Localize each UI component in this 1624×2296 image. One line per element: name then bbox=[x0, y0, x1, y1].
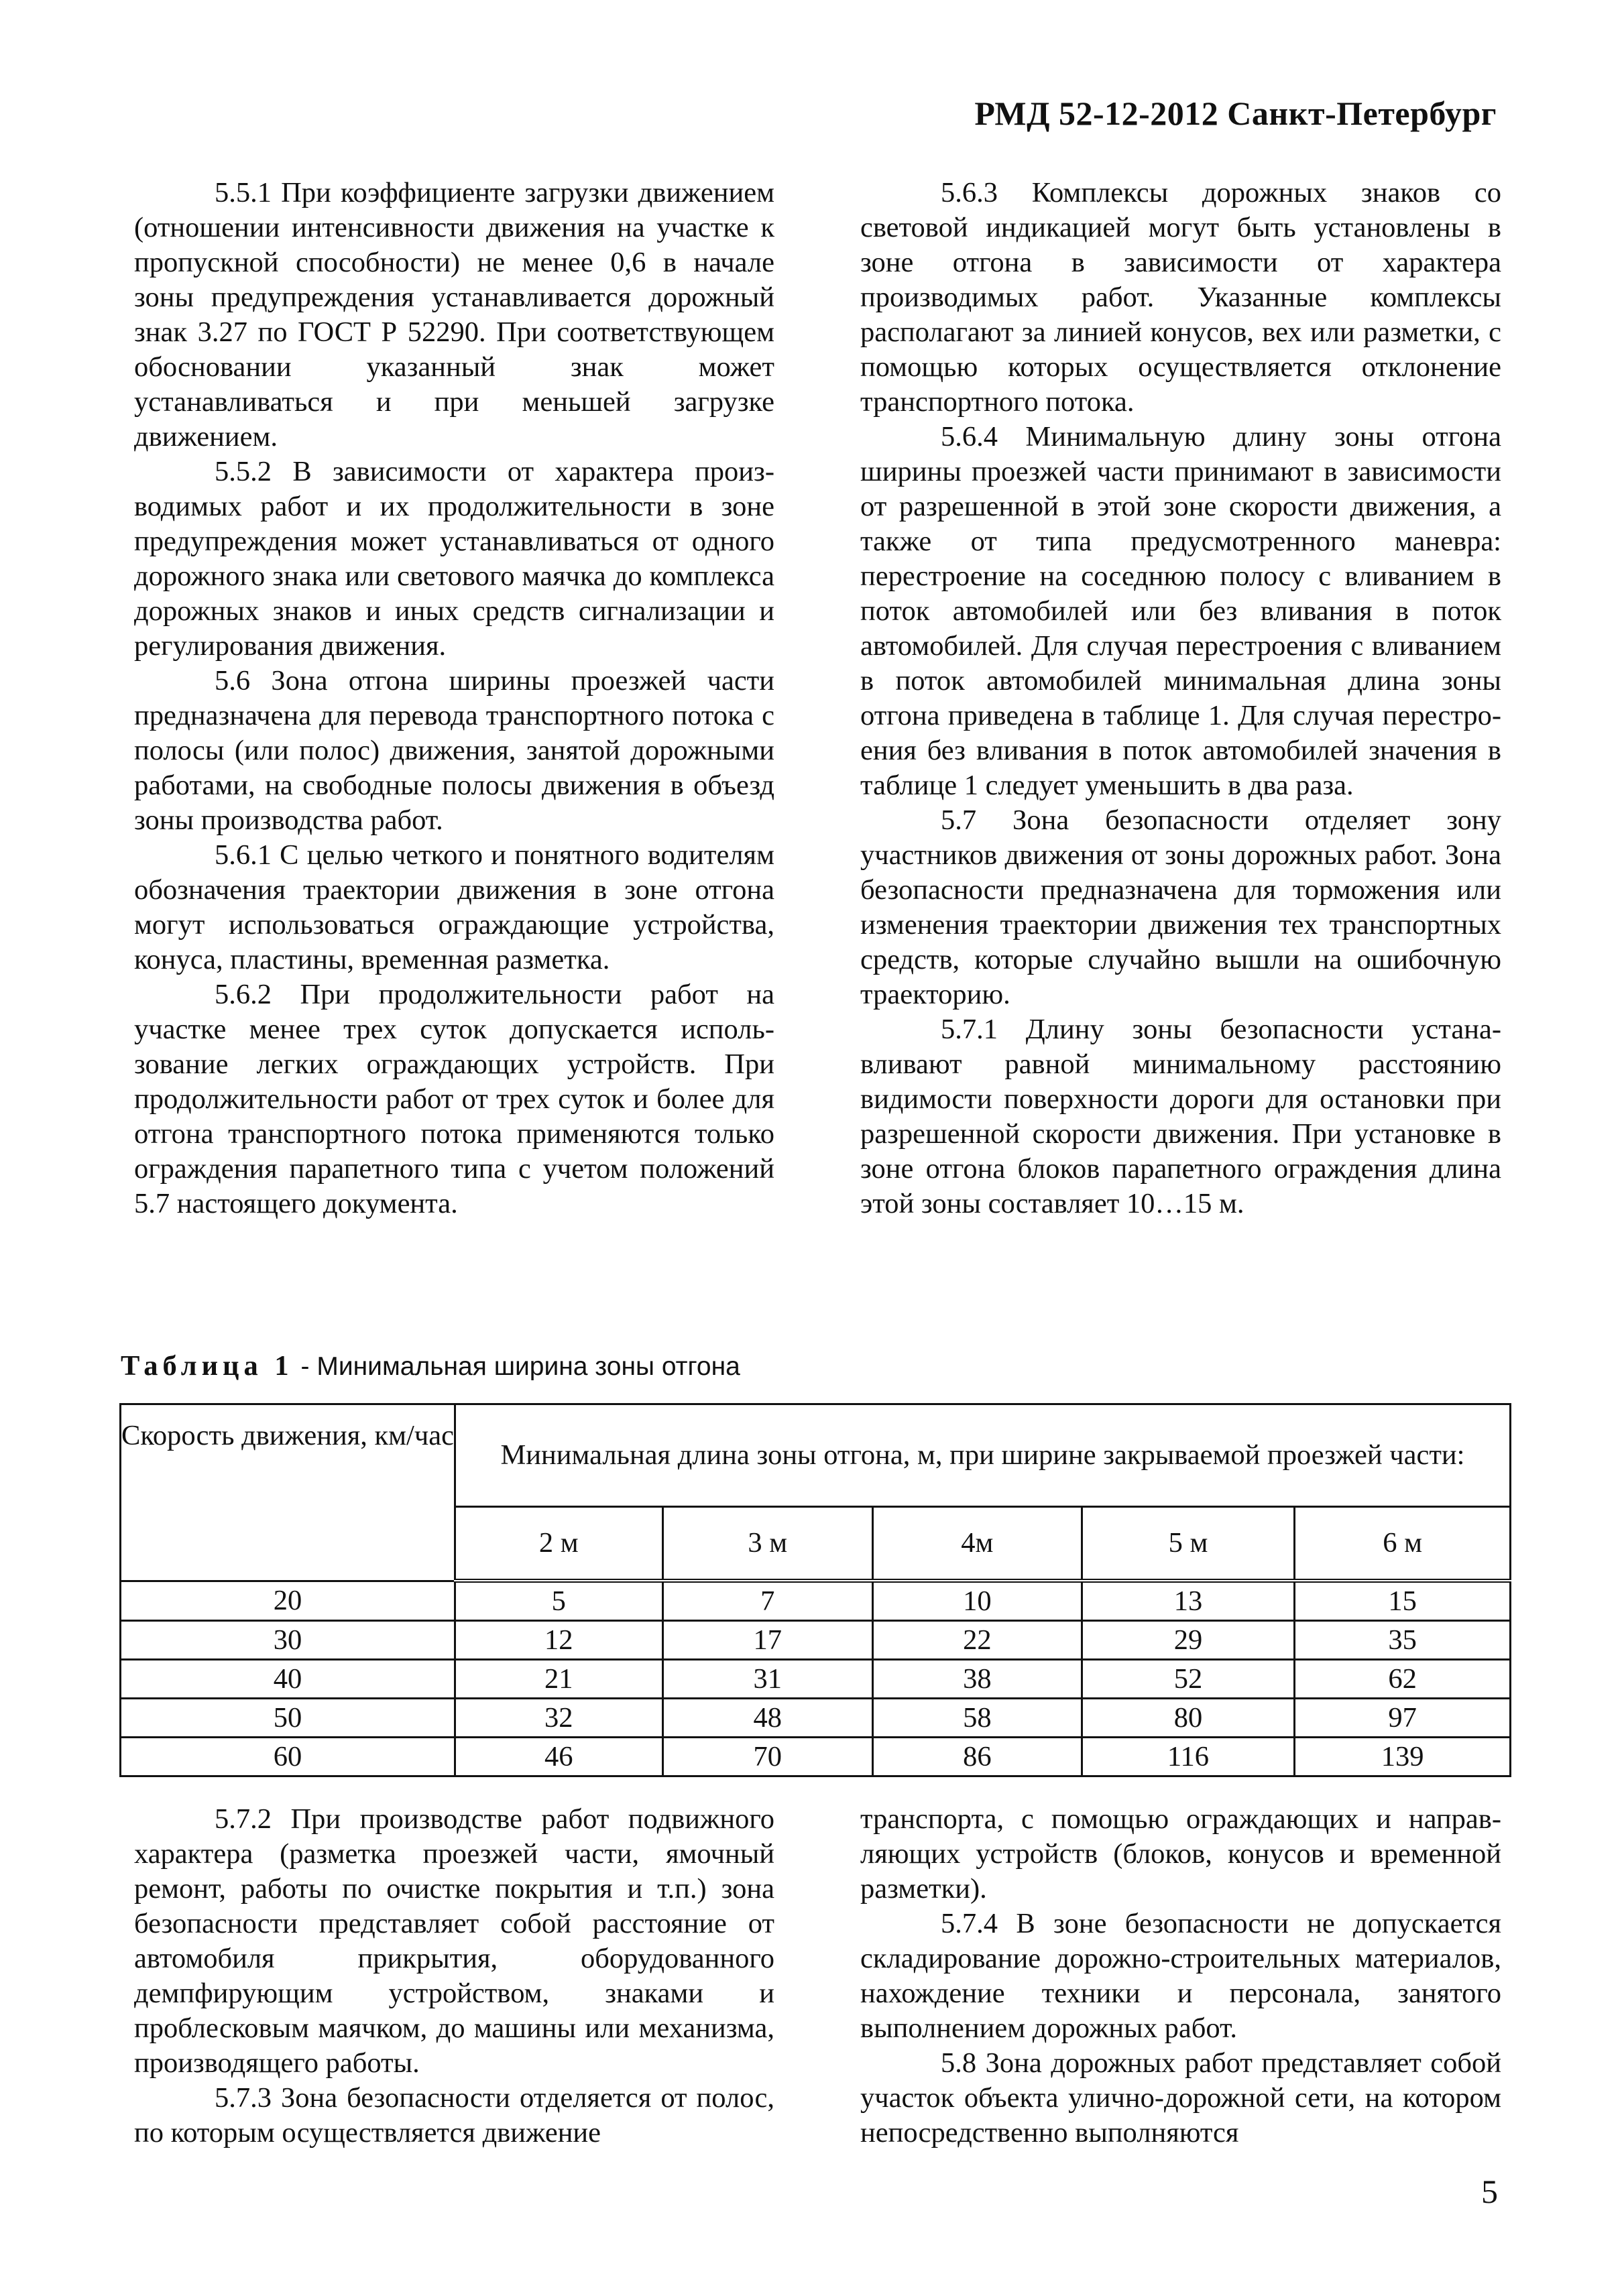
min-zone-length-table bbox=[119, 1403, 1511, 1777]
table-cell: 20 bbox=[121, 1581, 455, 1621]
table-cell: 86 bbox=[873, 1738, 1082, 1776]
paragraph-5-6-2: 5.6.2 При продолжительности работ на участке менее трех суток допускается использование легких ограждающих устройств. При продолжительности работ от трех суток и более для отгона транспортного потока применяются только ограждения парапетного типа с учетом положений 5.7 настоящего документа. bbox=[134, 979, 774, 1219]
table-cell: 52 bbox=[1082, 1660, 1295, 1699]
table-cell: 7 bbox=[662, 1581, 873, 1621]
page-number: 5 bbox=[1481, 2173, 1498, 2210]
table-caption bbox=[121, 1349, 740, 1384]
right-column-top bbox=[860, 176, 1501, 1221]
table-row bbox=[121, 1581, 1511, 1621]
table-cell: 31 bbox=[662, 1660, 873, 1699]
paragraph-5-7-3-continued: транспорта, с помощью ограждающих и направляющих устройств (блоков, конусов и временной разметки). bbox=[860, 1803, 1501, 1905]
right-column-bottom bbox=[860, 1802, 1501, 2151]
paragraph-5-7-1: 5.7.1 Длину зоны безопасности устанавливают равной минимальному расстоянию видимости поверхности дороги для остановки при разрешенной скорости движения. При установке в зоне отгона блоков парапетного ограждения длина этой зоны составляет 10…15 м. bbox=[860, 1014, 1501, 1219]
speed-header: Скорость движения, км/час bbox=[121, 1404, 455, 1581]
table-cell: 35 bbox=[1295, 1621, 1511, 1660]
table-row bbox=[121, 1660, 1511, 1699]
width-header-6m: 6 м bbox=[1295, 1507, 1511, 1581]
zone-length-header: Минимальная длина зоны отгона, м, при ширине закрываемой проезжей части: bbox=[455, 1404, 1510, 1507]
table-caption-label: Таблица 1 bbox=[121, 1350, 294, 1382]
table-cell: 13 bbox=[1082, 1581, 1295, 1621]
paragraph-5-5-2: 5.5.2 В зависимости от характера производимых работ и их продолжительности в зоне предупреждения может устанавливаться от одного дорожного знака или светового маячка до комплекса дорожных знаков и иных средств сигнализации и регулирования движения. bbox=[134, 456, 774, 662]
width-header-3m: 3 м bbox=[662, 1507, 873, 1581]
paragraph-5-7-4: 5.7.4 В зоне безопасности не допускается складирование дорожно-строительных материалов, нахождение техники и персонала, занятого выполнением дорожных работ. bbox=[860, 1908, 1501, 2044]
table-cell: 10 bbox=[873, 1581, 1082, 1621]
table-header-row bbox=[121, 1404, 1511, 1507]
table-cell: 5 bbox=[455, 1581, 662, 1621]
paragraph-5-7-2: 5.7.2 При производстве работ подвижного характера (разметка проезжей части, ямочный ремонт, работы по очистке покрытия и т.п.) зона безопасности представляет собой расстояние от автомобиля прикрытия, оборудованного демпфирующим устройством, знаками и проблесковым маячком, до машины или механизма, производящего работы. bbox=[134, 1803, 774, 2079]
table-cell: 32 bbox=[455, 1699, 662, 1738]
table-cell: 17 bbox=[662, 1621, 873, 1660]
table-cell: 80 bbox=[1082, 1699, 1295, 1738]
table-cell: 48 bbox=[662, 1699, 873, 1738]
table-cell: 70 bbox=[662, 1738, 873, 1776]
paragraph-5-7: 5.7 Зона безопасности отделяет зону участников движения от зоны дорожных работ. Зона безопасности предназначена для торможения или изменения траектории движения тех транспортных средств, которые случайно вышли на ошибочную траекторию. bbox=[860, 804, 1501, 1010]
document-header: РМД 52-12-2012 Санкт-Петербург bbox=[974, 95, 1497, 132]
paragraph-5-6: 5.6 Зона отгона ширины проезжей части предназначена для перевода транспортного потока с полосы (или полос) движения, занятой дорожными работами, на свободные полосы движения в объезд зоны производства работ. bbox=[134, 665, 774, 836]
table-cell: 29 bbox=[1082, 1621, 1295, 1660]
paragraph-5-5-1: 5.5.1 При коэффициенте загрузки движением (отношении интенсивности движения на участке к пропускной способности) не менее 0,6 в начале зоны предупреждения устанавливается дорожный знак 3.27 по ГОСТ Р 52290. При соответствующем обосновании указанный знак может устанавливаться и при меньшей загрузке движением. bbox=[134, 177, 774, 452]
table-caption-text: - Минимальная ширина зоны отгона bbox=[293, 1352, 740, 1381]
table-cell: 60 bbox=[121, 1738, 455, 1776]
table-cell: 38 bbox=[873, 1660, 1082, 1699]
table-cell: 15 bbox=[1295, 1581, 1511, 1621]
table-row bbox=[121, 1738, 1511, 1776]
table-cell: 50 bbox=[121, 1699, 455, 1738]
table-cell: 12 bbox=[455, 1621, 662, 1660]
width-header-2m: 2 м bbox=[455, 1507, 662, 1581]
table-cell: 116 bbox=[1082, 1738, 1295, 1776]
paragraph-5-6-1: 5.6.1 С целью четкого и понятного водителям обозначения траектории движения в зоне отгона могут использоваться ограждающие устройства, конуса, пластины, временная разметка. bbox=[134, 839, 774, 975]
table-cell: 97 bbox=[1295, 1699, 1511, 1738]
table-row bbox=[121, 1621, 1511, 1660]
paragraph-5-7-3: 5.7.3 Зона безопасности отделяется от полос, по которым осуществляется движение bbox=[134, 2082, 774, 2149]
paragraph-5-8: 5.8 Зона дорожных работ представляет собой участок объекта улично-дорожной сети, на котором непосредственно выполняются bbox=[860, 2047, 1501, 2149]
table-cell: 58 bbox=[873, 1699, 1082, 1738]
table-cell: 62 bbox=[1295, 1660, 1511, 1699]
table-cell: 46 bbox=[455, 1738, 662, 1776]
paragraph-5-6-4: 5.6.4 Минимальную длину зоны отгона ширины проезжей части принимают в зависимости от разрешенной в этой зоне скорости движения, а также от типа предусмотренного маневра: перестроение на соседнюю полосу с вливанием в поток автомобилей или без вливания в поток автомобилей. Для случая перестроения с вливанием в поток автомобилей минимальная длина зоны отгона приведена в таблице 1. Для случая перестроения без вливания в поток автомобилей значения в таблице 1 следует уменьшить в два раза. bbox=[860, 421, 1501, 801]
table-row bbox=[121, 1699, 1511, 1738]
table-cell: 22 bbox=[873, 1621, 1082, 1660]
width-header-5m: 5 м bbox=[1082, 1507, 1295, 1581]
table-cell: 139 bbox=[1295, 1738, 1511, 1776]
paragraph-5-6-3: 5.6.3 Комплексы дорожных знаков со световой индикацией могут быть установлены в зоне отгона в зависимости от характера производимых работ. Указанные комплексы располагают за линией конусов, вех или разметки, с помощью которых осуществляется отклонение транспортного потока. bbox=[860, 177, 1501, 418]
left-column-top bbox=[134, 176, 774, 1221]
width-header-4m: 4м bbox=[873, 1507, 1082, 1581]
table-cell: 30 bbox=[121, 1621, 455, 1660]
left-column-bottom bbox=[134, 1802, 774, 2151]
table-cell: 21 bbox=[455, 1660, 662, 1699]
table-cell: 40 bbox=[121, 1660, 455, 1699]
